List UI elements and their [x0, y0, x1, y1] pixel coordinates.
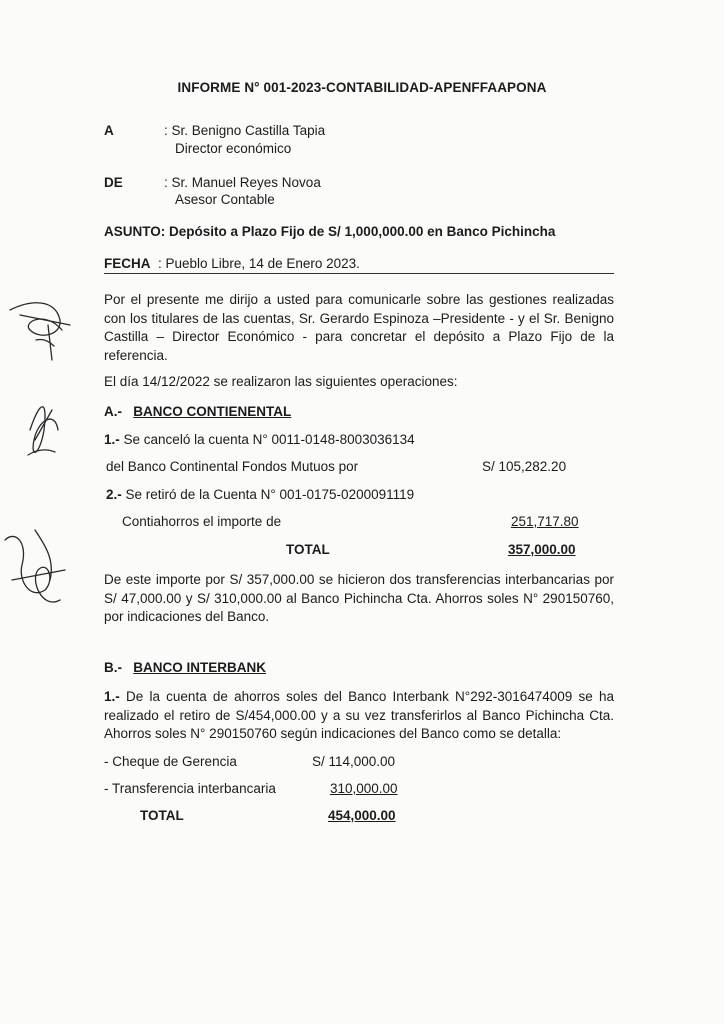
intro-paragraph: Por el presente me dirijo a usted para comunicarle sobre las gestiones realizadas con los titulares de las cuentas, Sr. Gerardo Espinoza –Presidente - y el Sr. Benigno Castilla – Director Económico - para concretar el depósito a Plazo Fijo de la referencia. — [104, 292, 614, 363]
section-a-title: BANCO CONTIENENTAL — [133, 404, 292, 419]
section-b-total-amount: 454,000.00 — [328, 808, 396, 823]
date-label: FECHA — [104, 256, 151, 271]
section-b-total-label: TOTAL — [140, 808, 184, 823]
section-b-row1-label: - Cheque de Gerencia — [104, 754, 237, 769]
section-a-item1-num: 1.- — [104, 432, 120, 447]
section-a-prefix: A.- — [104, 404, 122, 419]
from-name: : Sr. Manuel Reyes Novoa — [164, 175, 321, 190]
section-a-item1 — [104, 432, 415, 447]
report-title: INFORME N° 001-2023-CONTABILIDAD-APENFFAAPONA — [177, 80, 547, 95]
date-line — [104, 256, 360, 271]
from-role: Asesor Contable — [175, 192, 275, 207]
section-a-heading — [104, 404, 291, 419]
from-label: DE — [104, 175, 123, 190]
section-b-row2-label: - Transferencia interbancaria — [104, 781, 276, 796]
section-b-row2-amount: 310,000.00 — [330, 781, 398, 796]
section-a-item2-text: Se retiró de la Cuenta N° 001-0175-0200091119 — [125, 487, 415, 502]
section-a-item1-text: Se canceló la cuenta N° 0011-0148-8003036134 — [123, 432, 415, 447]
section-a-item2-line2: Contiahorros el importe de — [122, 514, 282, 529]
section-b-row1-amount: S/ 114,000.00 — [312, 754, 396, 769]
section-a-item1-amount: S/ 105,282.20 — [482, 459, 567, 474]
to-name: : Sr. Benigno Castilla Tapia — [164, 123, 326, 138]
section-a-item2-num: 2.- — [106, 487, 122, 502]
section-b-item1-num: 1.- — [104, 689, 120, 704]
section-a-item2 — [106, 487, 414, 502]
section-a-note: De este importe por S/ 357,000.00 se hicieron dos transferencias interbancarias por S/ 47,000.00 y S/ 310,000.00 al Banco Pichincha Cta. Ahorros soles N° 290150760, por indicaciones del Banco. — [104, 572, 614, 624]
operations-date: El día 14/12/2022 se realizaron las siguientes operaciones: — [104, 374, 458, 389]
section-a-item2-amount: 251,717.80 — [511, 514, 579, 529]
section-a-total-label: TOTAL — [286, 542, 330, 557]
section-b-item1 — [104, 688, 614, 744]
section-a-total-amount: 357,000.00 — [508, 542, 576, 557]
to-role: Director económico — [175, 141, 292, 156]
section-b-heading — [104, 660, 266, 675]
section-b-title: BANCO INTERBANK — [133, 660, 267, 675]
to-label: A — [104, 123, 114, 138]
date-text: : Pueblo Libre, 14 de Enero 2023. — [158, 256, 360, 271]
section-a-item1-line2: del Banco Continental Fondos Mutuos por — [106, 459, 359, 474]
subject-label: ASUNTO — [104, 224, 161, 239]
header-divider — [104, 273, 614, 274]
section-b-item1-text: De la cuenta de ahorros soles del Banco Interbank N°292-3016474009 se ha realizado el retiro de S/454,000.00 y a su vez transferirlos al Banco Pichincha Cta. Ahorros soles N° 290150760 según indicaciones del Banco como se detalla: — [104, 689, 614, 741]
subject-text: : Depósito a Plazo Fijo de S/ 1,000,000.00 en Banco Pichincha — [160, 224, 556, 239]
section-b-prefix: B.- — [104, 660, 122, 675]
handwritten-signatures — [0, 280, 90, 640]
subject-line — [104, 224, 555, 239]
